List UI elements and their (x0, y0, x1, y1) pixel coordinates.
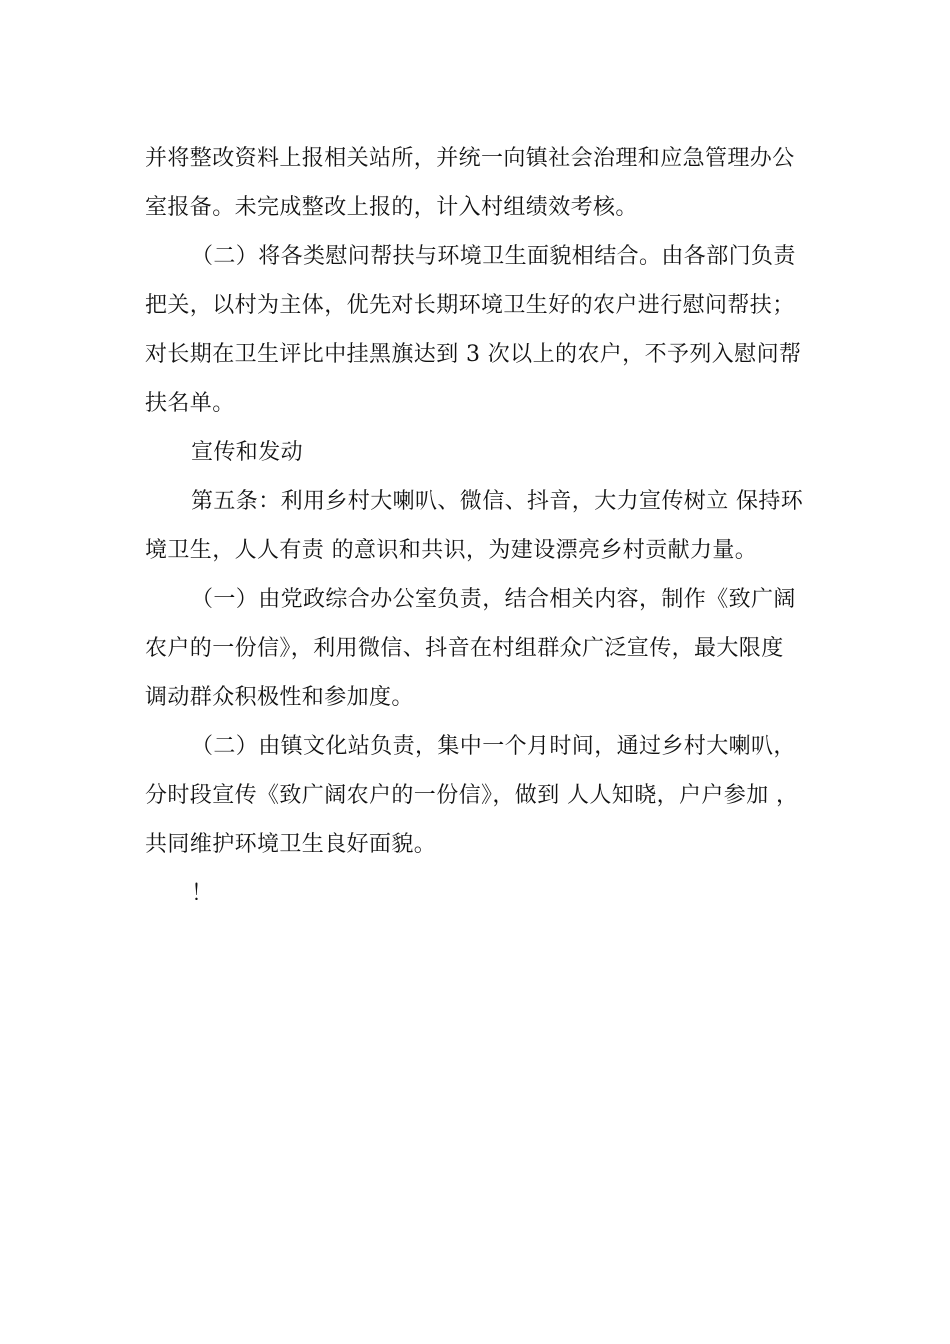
section-heading: 宣传和发动 (191, 440, 304, 465)
paragraph-closing-mark (145, 869, 815, 918)
paragraph-article-5 (145, 477, 815, 575)
text-line: （一）由党政综合办公室负责，结合相关内容，制作《致广阔 (191, 587, 796, 612)
text-line: 对长期在卫生评比中挂黑旗达到 3 次以上的农户，不予列入慰问帮 (145, 342, 802, 367)
paragraph-rectification-report (145, 134, 815, 232)
text-line: 室报备。未完成整改上报的，计入村组绩效考核。 (145, 195, 638, 220)
text-line: 扶名单。 (145, 391, 235, 416)
text-line: （二）由镇文化站负责，集中一个月时间，通过乡村大喇叭， (191, 734, 796, 759)
text-line: 分时段宣传《致广阔农户的一份信》，做到 人人知晓，户户参加 ， (145, 783, 799, 808)
text-line: 并将整改资料上报相关站所，并统一向镇社会治理和应急管理办公 (145, 146, 795, 171)
text-line: 把关，以村为主体，优先对长期环境卫生好的农户进行慰问帮扶； (145, 293, 795, 318)
text-line: 农户的一份信》，利用微信、抖音在村组群众广泛宣传，最大限度 (145, 636, 784, 661)
exclamation-mark: ！ (191, 881, 214, 906)
paragraph-item-2-consolation (145, 232, 815, 428)
text-line: 共同维护环境卫生良好面貌。 (145, 832, 437, 857)
section-heading-publicity (145, 428, 815, 477)
paragraph-item-2-broadcast (145, 722, 815, 869)
text-line: （二）将各类慰问帮扶与环境卫生面貌相结合。由各部门负责 (191, 244, 796, 269)
text-line: 第五条：利用乡村大喇叭、微信、抖音，大力宣传树立 保持环 (191, 489, 804, 514)
text-line: 调动群众积极性和参加度。 (145, 685, 414, 710)
paragraph-item-1-letter (145, 575, 815, 722)
document-body (145, 134, 815, 918)
text-line: 境卫生，人人有责 的意识和共识，为建设漂亮乡村贡献力量。 (145, 538, 758, 563)
